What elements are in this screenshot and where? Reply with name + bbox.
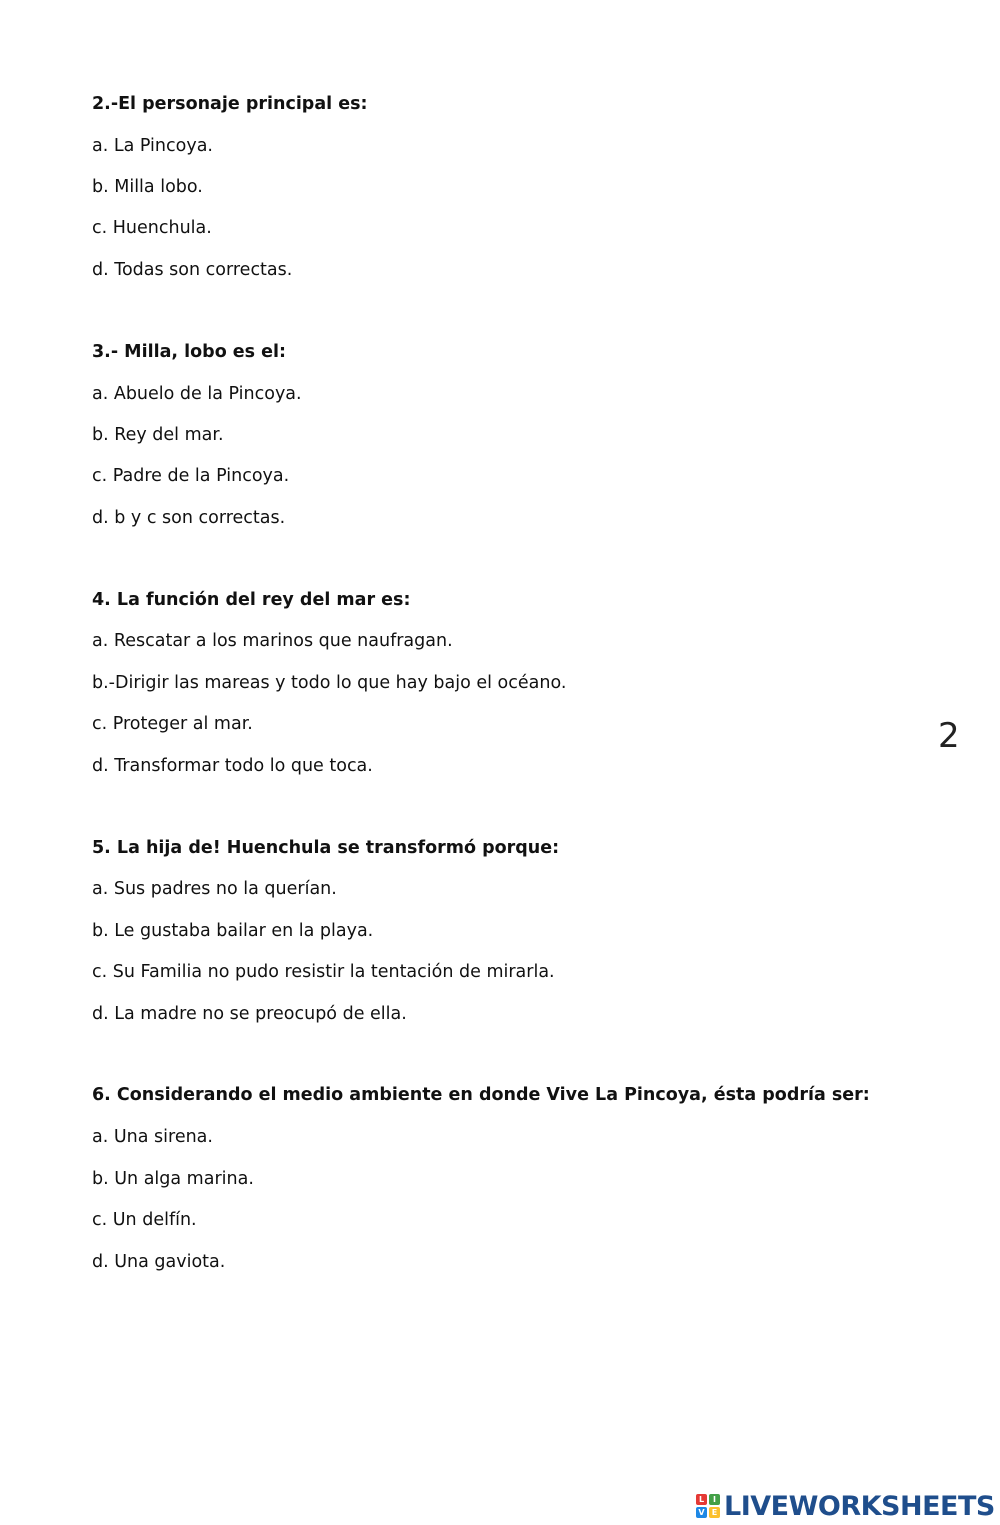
- question-title: 4. La función del rey del mar es:: [92, 590, 411, 610]
- page-number: 2: [938, 716, 960, 756]
- question-5: [92, 836, 952, 1024]
- option-c: c. Huenchula.: [92, 218, 212, 238]
- logo-cell: E: [709, 1507, 720, 1518]
- option-c: c. Su Familia no pudo resistir la tentación de mirarla.: [92, 962, 555, 982]
- option-d: d. La madre no se preocupó de ella.: [92, 1004, 407, 1024]
- option-a: a. Rescatar a los marinos que naufragan.: [92, 631, 453, 651]
- question-6: [92, 1083, 952, 1272]
- question-title: 3.- Milla, lobo es el:: [92, 342, 287, 362]
- option-b: b.-Dirigir las mareas y todo lo que hay bajo el océano.: [92, 673, 567, 693]
- question-title: 2.-El personaje principal es:: [92, 94, 368, 114]
- option-c: c. Un delfín.: [92, 1210, 197, 1230]
- option-d: d. b y c son correctas.: [92, 508, 286, 528]
- option-a: a. Una sirena.: [92, 1127, 213, 1147]
- option-d: d. Transformar todo lo que toca.: [92, 756, 373, 776]
- option-b: b. Rey del mar.: [92, 425, 224, 445]
- option-d: d. Todas son correctas.: [92, 260, 293, 280]
- option-b: b. Un alga marina.: [92, 1169, 254, 1189]
- option-c: c. Proteger al mar.: [92, 714, 253, 734]
- option-c: c. Padre de la Pincoya.: [92, 466, 290, 486]
- question-2: [92, 92, 952, 280]
- liveworksheets-logo: [696, 1488, 995, 1524]
- option-a: a. La Pincoya.: [92, 136, 213, 156]
- logo-cell: I: [709, 1494, 720, 1505]
- logo-cell: V: [696, 1507, 707, 1518]
- logo-cell: L: [696, 1494, 707, 1505]
- option-b: b. Milla lobo.: [92, 177, 203, 197]
- option-a: a. Abuelo de la Pincoya.: [92, 384, 302, 404]
- question-3: [92, 340, 952, 528]
- option-d: d. Una gaviota.: [92, 1252, 226, 1272]
- brand-name: LIVEWORKSHEETS: [724, 1490, 995, 1522]
- question-title: 5. La hija de! Huenchula se transformó porque:: [92, 838, 560, 858]
- option-a: a. Sus padres no la querían.: [92, 879, 337, 899]
- question-title: 6. Considerando el medio ambiente en donde Vive La Pincoya, ésta podría ser:: [92, 1085, 870, 1105]
- liveworksheets-logo-icon: [696, 1494, 720, 1518]
- question-4: [92, 588, 952, 776]
- option-b: b. Le gustaba bailar en la playa.: [92, 921, 374, 941]
